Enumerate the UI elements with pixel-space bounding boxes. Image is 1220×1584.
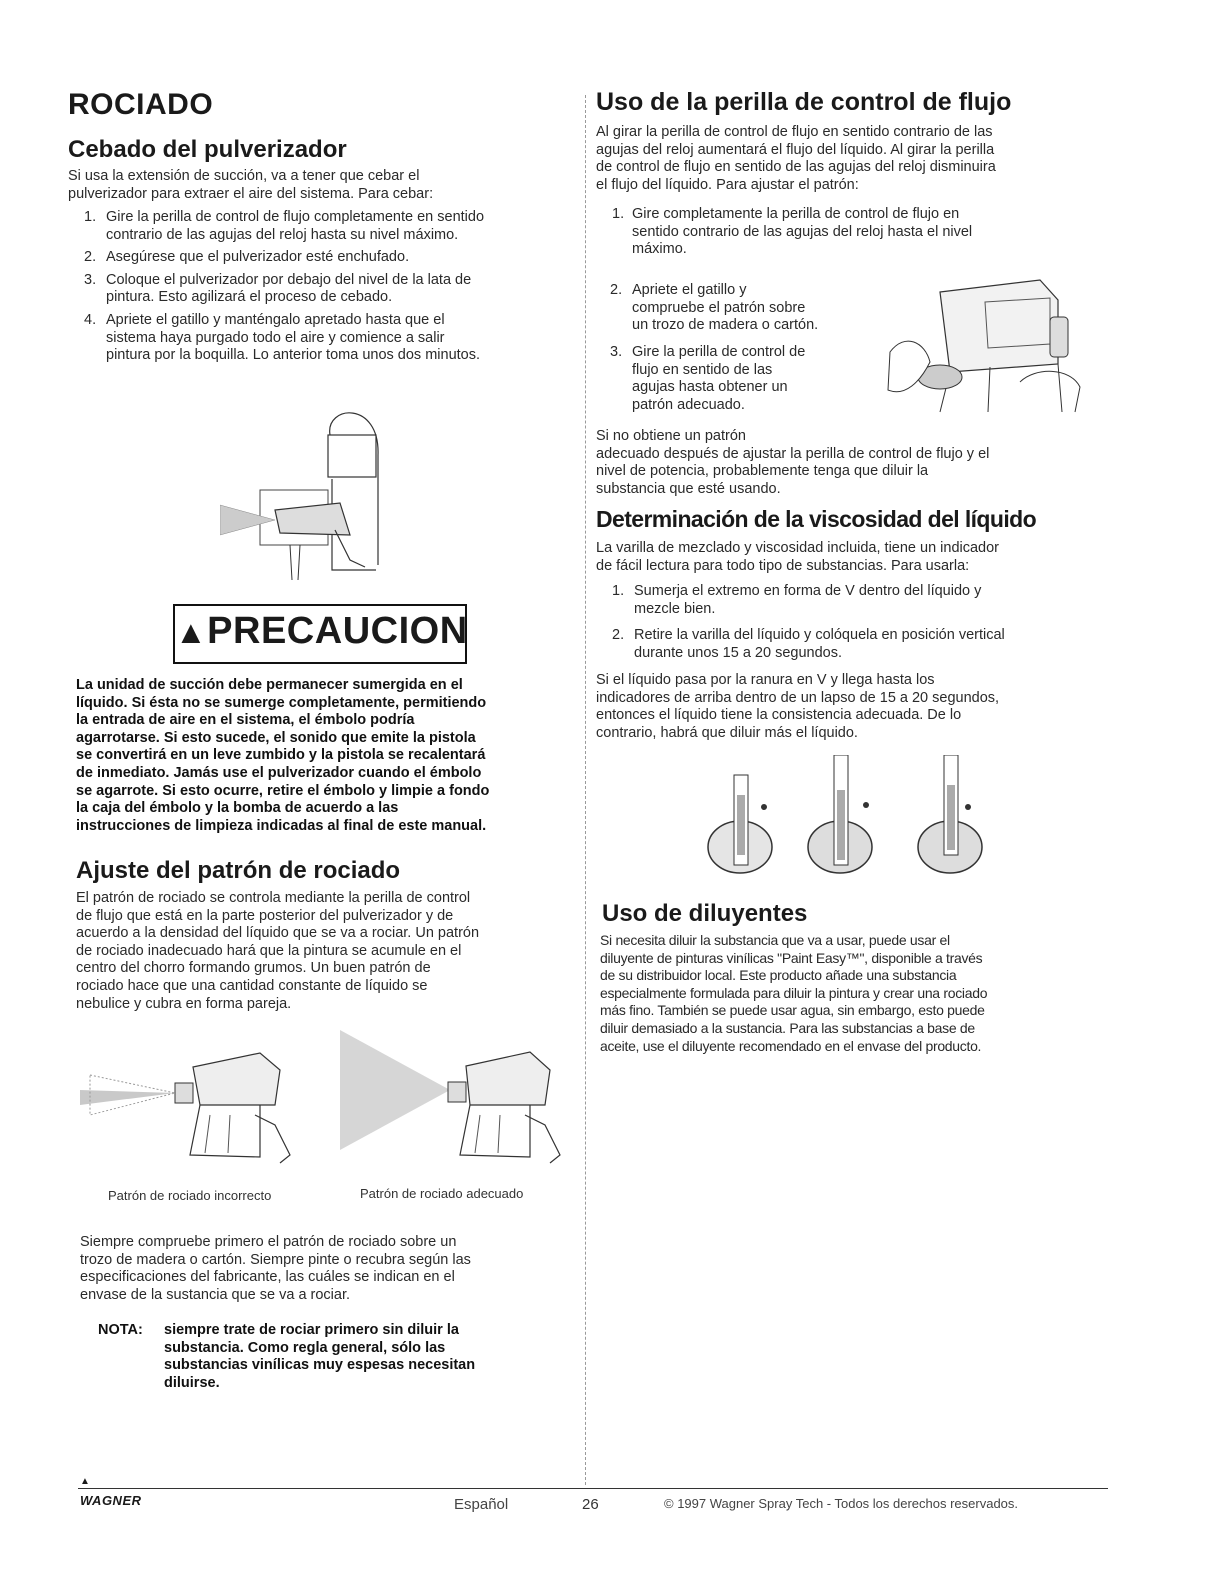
rod-2 bbox=[808, 755, 872, 873]
viscosity-step-2-num: 2. bbox=[612, 627, 625, 643]
caution-text: La unidad de succión debe permanecer sumergida en el líquido. Si ésta no se sumerge completamente, permitiendo la entrada de aire en el sistema, el émbolo podría agarrotarse. Si esto sucede, el sonido que emite la pistola se convertirá en un leve zumbido y la pistola se recalentará de inmediato. Jamás use el pulverizador cuando el émbolo se agarrote. Si esto ocurre, retire el émbolo y limpie a fondo la caja del émbolo y la bomba de acuerdo a las instrucciones de limpieza indicadas al final de este manual. bbox=[76, 677, 490, 834]
footer-copyright: © 1997 Wagner Spray Tech - Todos los derechos reservados. bbox=[664, 1496, 1019, 1511]
priming-step-2: 2. Asegúrese que el pulverizador esté enchufado. bbox=[84, 249, 410, 266]
priming-step-3: 3. Coloque el pulverizador por debajo del nivel de la lata de pintura. Esto agilizará el proceso de cebado. bbox=[84, 271, 472, 306]
priming-intro-1: Si usa la extensión de succión, va a tener que cebar el bbox=[68, 168, 420, 184]
flow-paragraph: Al girar la perilla de control de flujo en sentido contrario de las agujas del reloj aumentará el flujo del líquido. Al girar la perilla de control de flujo en sentido de las agujas del reloj disminuira el flujo del líquido. Para ajustar el patrón: bbox=[596, 124, 996, 193]
section-title: ROCIADO bbox=[68, 88, 214, 121]
thinners-heading: Uso de diluyentes bbox=[602, 900, 808, 927]
viscosity-step-2: Retire la varilla del líquido y colóquela en posición vertical durante unos 15 a 20 segundos. bbox=[634, 627, 1005, 661]
priming-step-4: 4. Apriete el gatillo y manténgalo apretado hasta que el sistema haya purgado todo el aire y comience a salir pintura por la boquilla. Lo anterior toma unos dos minutos. bbox=[84, 311, 480, 364]
caution-box bbox=[173, 604, 467, 664]
caution-label: PRECAUCION bbox=[207, 610, 468, 652]
priming-steps bbox=[72, 209, 572, 370]
flow-tail: Si no obtiene un patrón adecuado después de ajustar la perilla de control de flujo y el nivel de potencia, probablemente tenga que diluir la substancia que esté usando. bbox=[596, 428, 990, 497]
priming-intro-2: pulverizador para extraer el aire del sistema. Para cebar: bbox=[68, 186, 434, 202]
page-number: 26 bbox=[582, 1496, 599, 1513]
priming-step-1: 1. Gire la perilla de control de flujo completamente en sentido contrario de las agujas del reloj hasta su nivel máximo. bbox=[84, 209, 485, 243]
flow-step-2: Apriete el gatillo y compruebe el patrón sobre un trozo de madera o cartón. bbox=[632, 282, 819, 334]
flow-heading: Uso de la perilla de control de flujo bbox=[596, 88, 1012, 116]
caption-correct: Patrón de rociado adecuado bbox=[360, 1186, 524, 1201]
brand-mark-icon: ▲ bbox=[80, 1476, 90, 1487]
incorrect-pattern-illustration bbox=[80, 1045, 310, 1170]
flow-step-2-num: 2. bbox=[610, 282, 623, 298]
footer-language: Español bbox=[454, 1496, 509, 1513]
rod-1 bbox=[708, 775, 772, 873]
flow-knob-illustration bbox=[870, 272, 1090, 422]
pattern-heading: Ajuste del patrón de rociado bbox=[76, 857, 401, 884]
pattern-paragraph: El patrón de rociado se controla mediante la perilla de control de flujo que está en la parte posterior del pulverizador y de acuerdo a la densidad del líquido que se va a rociar. Un patrón de rociado inadecuado hará que la pintura se acumule en el centro del chorro formando grumos. Un buen patrón de rociado hace que una cantidad constante de líquido se nebulice y cubra en forma pareja. bbox=[76, 890, 480, 1012]
viscosity-intro: La varilla de mezclado y viscosidad incluida, tiene un indicador de fácil lectura para todo tipo de substancias. Para usarla: bbox=[596, 540, 1000, 574]
priming-heading: Cebado del pulverizador bbox=[68, 136, 347, 163]
flow-step-3: Gire la perilla de control de flujo en sentido de las agujas hasta obtener un patrón adecuado. bbox=[632, 344, 806, 413]
correct-pattern-illustration bbox=[340, 1030, 570, 1170]
rod-3 bbox=[918, 755, 982, 873]
viscosity-tail: Si el líquido pasa por la ranura en V y llega hasta los indicadores de arriba dentro de un lapso de 15 a 20 segundos, entonces el líquido tiene la consistencia adecuada. De lo contrario, habrá que diluir más el líquido. bbox=[596, 672, 1000, 741]
viscosity-rods-illustration bbox=[700, 755, 1010, 885]
flow-step-1-num: 1. bbox=[612, 206, 625, 222]
footer-rule bbox=[78, 1488, 1108, 1489]
priming-sprayer-illustration bbox=[220, 395, 400, 585]
note-label: NOTA: bbox=[98, 1322, 143, 1338]
note-text: siempre trate de rociar primero sin diluir la substancia. Como regla general, sólo las substancias vinílicas muy espesas necesitan diluirse. bbox=[164, 1322, 476, 1391]
thinners-paragraph: Si necesita diluir la substancia que va a usar, puede usar el diluyente de pinturas vinílicas "Paint Easy™", disponible a través de su distribuidor local. Este producto añade una substancia especialmente formulada para diluir la pintura y crear una rociado más fino. También se puede usar agua, sin embargo, esto puede diluir demasiado a la sustancia. Para las substancias a base de aceite, use el diluyente recomendado en el envase del producto. bbox=[600, 932, 988, 1054]
flow-step-3-num: 3. bbox=[610, 344, 623, 360]
viscosity-heading: Determinación de la viscosidad del líquido bbox=[596, 506, 1037, 532]
caption-incorrect: Patrón de rociado incorrecto bbox=[108, 1188, 272, 1203]
flow-step-1: Gire completamente la perilla de control de flujo en sentido contrario de las agujas del reloj hasta el nivel máximo. bbox=[632, 206, 973, 258]
brand-logo: WAGNER bbox=[80, 1493, 142, 1508]
viscosity-step-1: Sumerja el extremo en forma de V dentro del líquido y mezcle bien. bbox=[634, 583, 982, 617]
warning-triangle-icon: ▲ bbox=[175, 614, 208, 650]
column-divider bbox=[585, 95, 586, 1485]
viscosity-step-1-num: 1. bbox=[612, 583, 625, 599]
pattern-paragraph-2: Siempre compruebe primero el patrón de rociado sobre un trozo de madera o cartón. Siempre pinte o recubra según las especificaciones del fabricante, las cuáles se indican en el envase de la sustancia que se va a rociar. bbox=[80, 1234, 471, 1303]
